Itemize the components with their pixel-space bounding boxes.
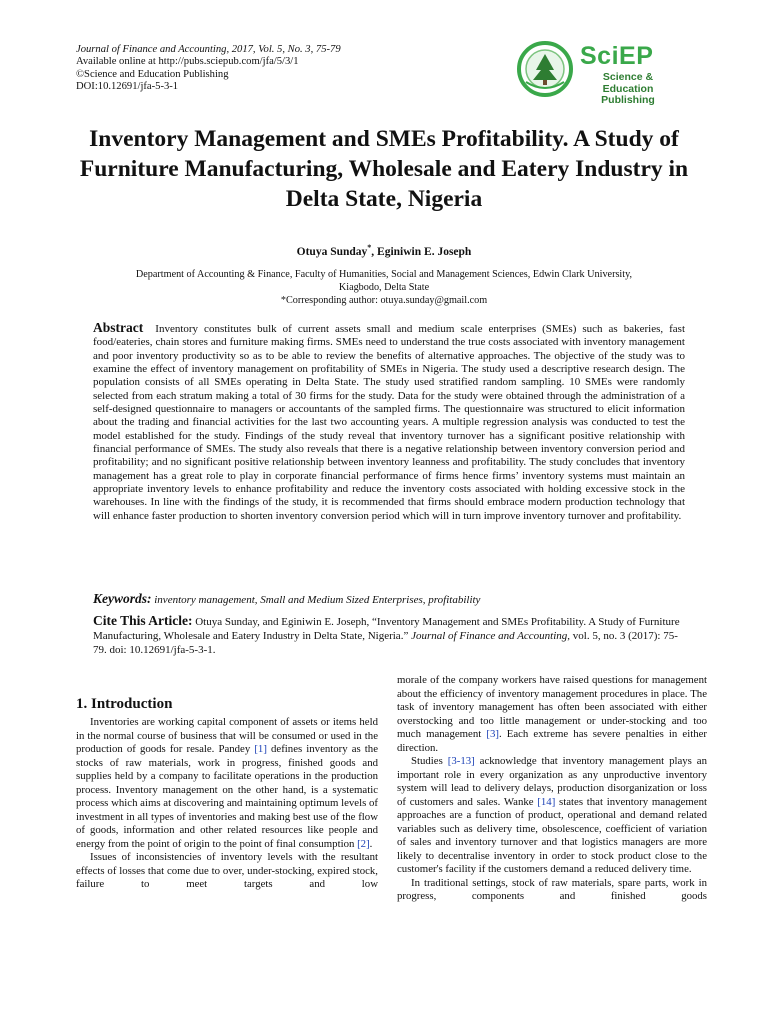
keywords	[93, 592, 685, 607]
cite-this-article	[93, 614, 685, 658]
sciep-logo	[516, 40, 676, 106]
left-column	[76, 716, 378, 892]
logo-wordmark: SciEP	[580, 42, 654, 70]
section-heading: 1. Introduction	[76, 696, 173, 712]
logo-subtitle-line1: Science & Education	[602, 71, 654, 95]
keywords-label: Keywords:	[93, 591, 152, 606]
reference-link[interactable]: [1]	[254, 743, 267, 755]
journal-citation-line: Journal of Finance and Accounting, 2017, Vol. 5, No. 3, 75-79	[76, 44, 341, 55]
text-run: Studies	[411, 755, 448, 767]
text-run: acknowledge that inventory management plays an important role in every organization as any unproductive inventory system will lead to delivery delays, production disorganization or loss of customers and sales. Wanke	[397, 755, 707, 808]
keywords-text: inventory management, Small and Medium Sized Enterprises, profitability	[154, 594, 481, 606]
text-run: .	[369, 837, 373, 850]
paragraph	[76, 716, 378, 851]
abstract	[93, 321, 685, 523]
author-name: Otuya Sunday	[296, 245, 368, 258]
reference-link[interactable]: [3-13]	[447, 755, 475, 767]
text-run: . Each extreme has severe penalties in either direction.	[397, 728, 708, 754]
available-online-line: Available online at http://pubs.sciepub.com/jfa/5/3/1	[76, 56, 299, 68]
globe-tree-icon	[516, 40, 574, 98]
affiliation-line: Department of Accounting & Finance, Faculty of Humanities, Social and Management Sciences, Edwin Clark University,	[135, 269, 633, 280]
reference-link[interactable]: [2]	[357, 837, 370, 850]
cite-journal: Journal of Finance and Accounting	[411, 630, 568, 643]
text-run: Inventories are working capital component of assets or items held in the normal course of business that will be consumed or used in the production of goods for resale. Pandey	[76, 716, 378, 755]
cite-text-end: , vol. 5, no. 3 (2017): 75-79. doi: 10.12691/jfa-5-3-1.	[93, 630, 678, 657]
doi-line: DOI:10.12691/jfa-5-3-1	[76, 81, 179, 93]
author-list	[0, 243, 768, 258]
paragraph: In traditional settings, stock of raw materials, spare parts, work in progress, components and finished goods	[397, 876, 707, 902]
text-run: morale of the company workers have raised questions for management about the efficiency of inventory management procedures in place. The task of inventory management has often been associated with either overstocking and too little management or under-stocking and too much management	[397, 674, 707, 740]
cite-text: Otuya Sunday, and Eginiwin E. Joseph, “Inventory Management and SMEs Profitability. A Study of Furniture Manufacturing, Wholesale and Eatery Industry in Delta State, Nigeria.”	[93, 616, 680, 643]
logo-subtitle-line2: Publishing	[601, 94, 655, 106]
author-name: , Eginiwin E. Joseph	[371, 245, 472, 258]
affiliation	[80, 268, 688, 307]
reference-link[interactable]: [14]	[537, 795, 556, 808]
text-run: states that inventory management approaches are a function of product, operational and demand related variables such as delivery time, obsolescence, coefficient of variation of sales and inventory turnover and that logistics managers are more likely to decentralise inventory in order to stock product close to the customer's facility if the customers demand a reduced delivery time.	[397, 795, 707, 875]
publisher-line: ©Science and Education Publishing	[76, 68, 229, 80]
paragraph	[397, 674, 707, 755]
affiliation-line: Kiagbodo, Delta State	[338, 282, 430, 293]
abstract-label: Abstract	[93, 320, 144, 335]
logo-subtitle	[580, 72, 676, 107]
cite-label: Cite This Article:	[93, 613, 193, 628]
text-run: defines inventory as the stocks of raw materials, work in progress, finished goods and supplies held by a company to facilitate operations in the production process. Inventory management on the other hand, is a systematic process which aims at discovering and maintaining optimum levels of investment in all types of inventories and making best use of the flow of goods, information and other related resources like people and energy from the point of origin to the point of final consumption	[76, 743, 378, 850]
paper-title: Inventory Management and SMEs Profitability. A Study of Furniture Manufacturing, Wholesale and Eatery Industry in Delta State, Nigeria	[79, 126, 689, 212]
right-column	[397, 674, 707, 904]
reference-link[interactable]: [3]	[486, 728, 499, 740]
abstract-text: Inventory constitutes bulk of current assets small and medium scale enterprises (SMEs) such as bakeries, fast food/eateries, chain stores and furniture making firms. SMEs need to understand the true costs associated with inventory management and poor inventory productivity so as to be able to review the benefits of alternative approaches. The objective of the study was to examine the effect of inventory management on profitability of SMEs in Nigeria. The study used a descriptive research design. The population consists of all SMEs operating in Delta State. The study used stratified random sampling. 10 SMEs were randomly selected from each stratum making a total of 30 firms for the study. Data for the study were obtained through the administration of a self-designed questionnaire to managers or accountants of the sampled firms. The questionnaire was structured to elicit information about the trading and financial activities for the last two accounting years. A multiple regression analysis was conducted to test the model established for the study. Findings of the study reveal that inventory turnover has a significant positive relationship with financial performance of SMEs. The study also reveals that there is a negative relationship between inventory conversion period and profitability; and no significant positive relationship between inventory leanness and profitability. The study concludes that inventory management has a great role to play in corporate financial performance of firms hence firms’ inventory systems must maintain an appropriate inventory levels to enhance profitability and reduce the inventory costs associated with holding excessive stock in the warehouses. In line with the findings of the study, it is recommended that firms should embrace modern production technology that will enhance faster production to shorten inventory conversion period which will in turn improve inventory turnover and profitability.	[93, 323, 686, 522]
journal-header	[76, 44, 341, 94]
paragraph: Issues of inconsistencies of inventory levels with the resultant effects of losses that come due to over, under-stocking, expired stock, failure to meet targets and low	[76, 851, 378, 890]
corresponding-author: *Corresponding author: otuya.sunday@gmail.com	[280, 295, 488, 306]
corresponding-mark: *	[367, 243, 372, 252]
paragraph	[397, 755, 707, 877]
